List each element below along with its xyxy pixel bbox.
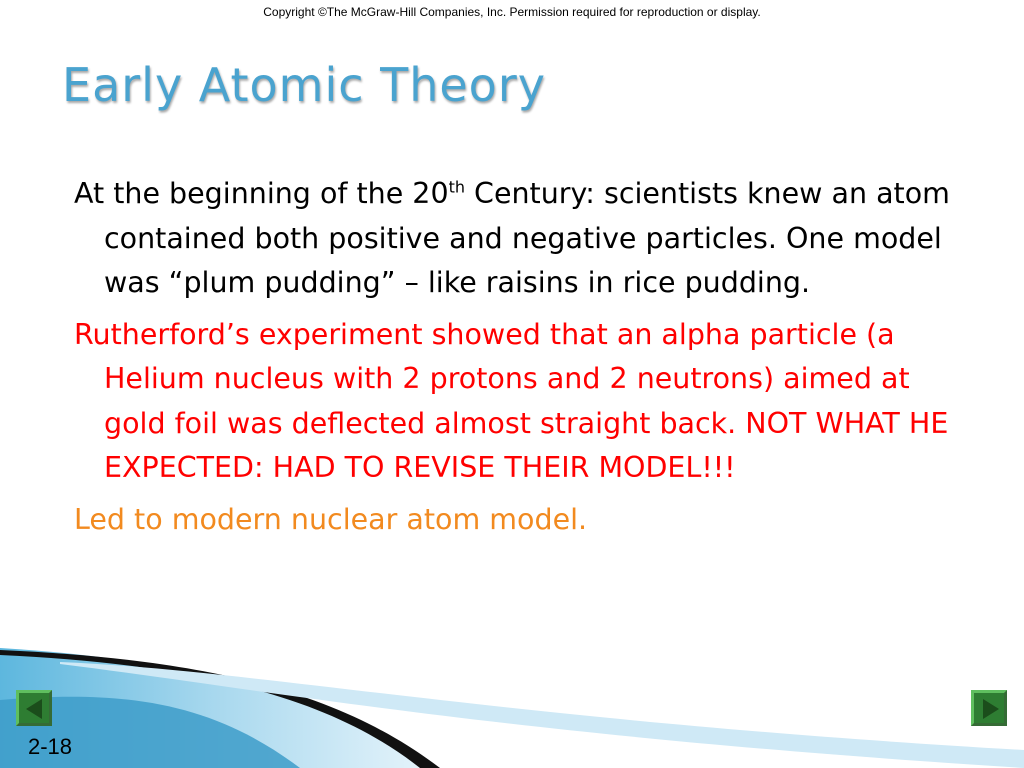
slide-body xyxy=(74,172,964,549)
paragraph-rutherford: Rutherford’s experiment showed that an alpha particle (a Helium nucleus with 2 protons and 2 neutrons) aimed at gold foil was deflected almost straight back. NOT WHAT HE EXPECTED: HAD TO REVISE THEIR MODEL!!! xyxy=(74,317,949,484)
previous-slide-button[interactable] xyxy=(16,690,52,726)
paragraph-1-pre: At the beginning of the 20 xyxy=(74,177,449,210)
superscript-th: th xyxy=(448,177,465,197)
slide-number: 2-18 xyxy=(28,734,73,759)
slide-title: Early Atomic Theory xyxy=(62,58,546,112)
paragraph-nuclear-model: Led to modern nuclear atom model. xyxy=(74,502,588,536)
paragraph-plum-pudding xyxy=(74,172,964,306)
copyright-notice: Copyright ©The McGraw-Hill Companies, Inc. Permission required for reproduction or display. xyxy=(263,5,761,19)
paragraph-1-post: Century: scientists knew an atom contained both positive and negative particles. One model was “plum pudding” – like raisins in rice pudding. xyxy=(104,177,950,299)
next-slide-button[interactable] xyxy=(971,690,1007,726)
triangle-right-icon xyxy=(983,699,999,719)
triangle-left-icon xyxy=(26,699,42,719)
